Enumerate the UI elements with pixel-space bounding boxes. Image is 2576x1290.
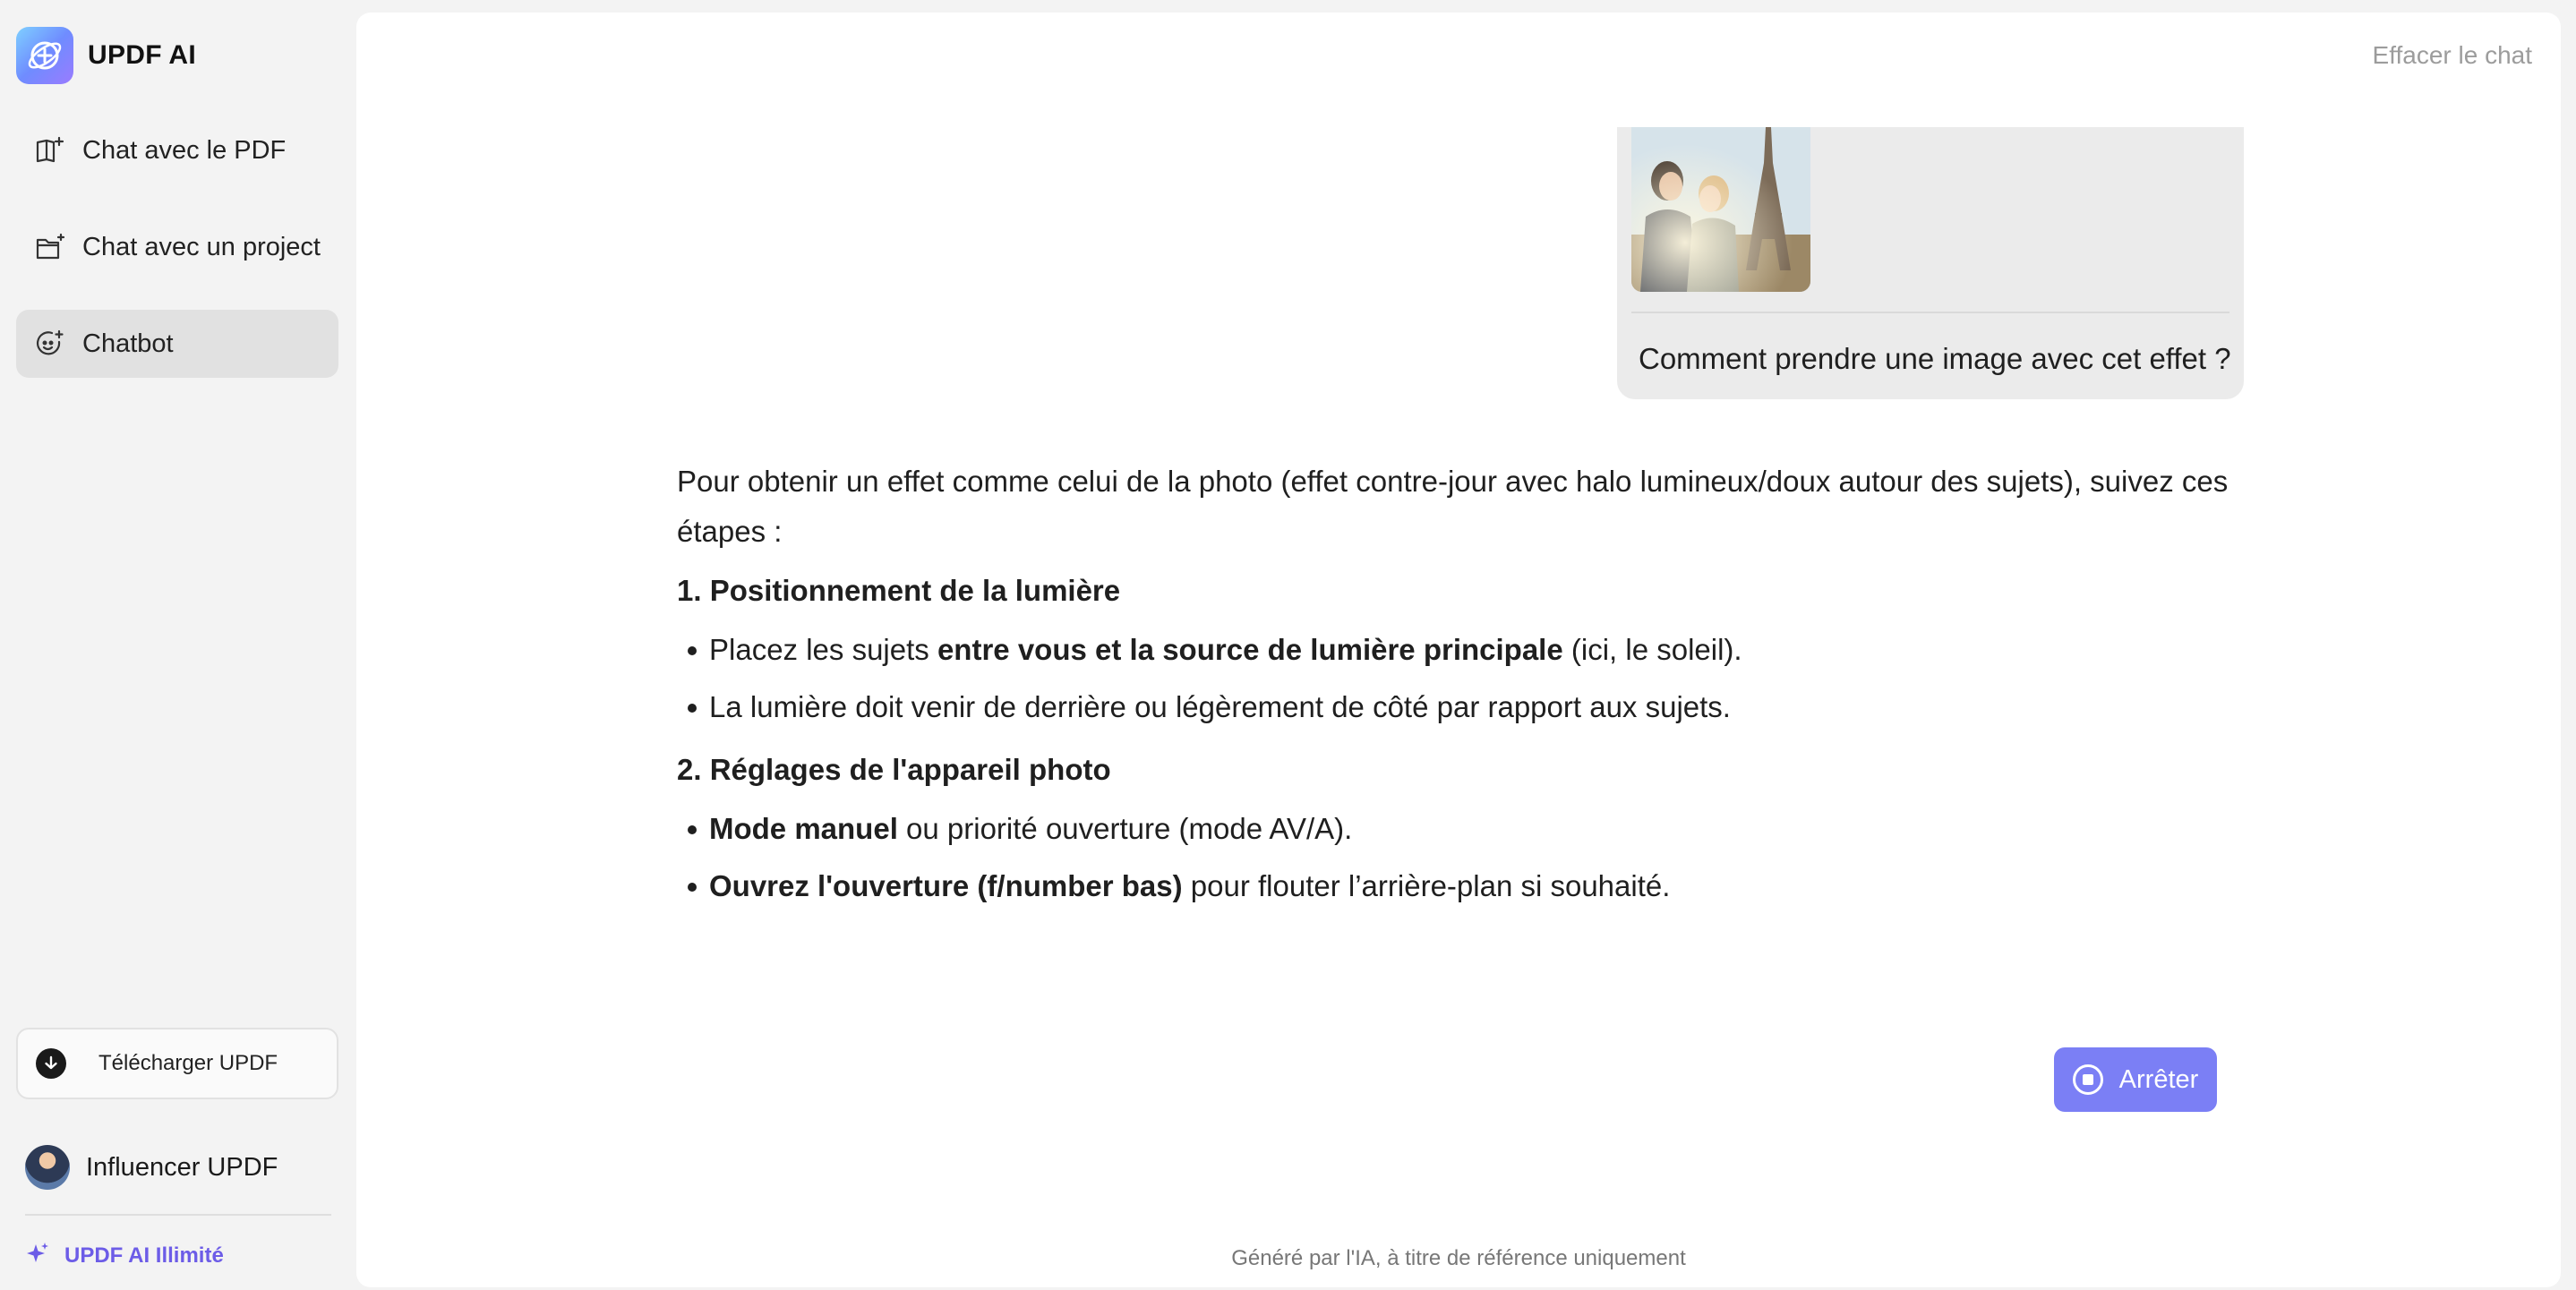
text-span: Placez les sujets: [709, 633, 937, 666]
sidebar-item-chat-project[interactable]: [16, 213, 338, 281]
divider: [25, 1214, 331, 1216]
text-span: La lumière doit venir de derrière ou légèrement de côté par rapport aux sujets.: [709, 690, 1731, 723]
bold-text: Mode manuel: [709, 812, 898, 845]
download-label: Télécharger UPDF: [98, 1051, 278, 1075]
updf-logo-icon: [16, 27, 73, 84]
user-profile[interactable]: [25, 1144, 278, 1191]
divider: [1631, 312, 2229, 313]
list-item: [677, 621, 2253, 679]
sidebar-item-label: Chatbot: [82, 329, 174, 358]
attached-photo[interactable]: [1631, 127, 1810, 292]
brand[interactable]: [16, 27, 196, 84]
chat-panel: [356, 13, 2561, 1287]
upgrade-label: UPDF AI Illimité: [64, 1243, 224, 1268]
assistant-answer: [677, 457, 2253, 915]
list-item: [677, 858, 2253, 915]
sidebar-item-label: Chat avec le PDF: [82, 135, 287, 165]
clear-chat-button[interactable]: Effacer le chat: [2372, 41, 2532, 69]
download-icon: [36, 1048, 66, 1079]
bold-text: entre vous et la source de lumière principale: [937, 633, 1563, 666]
list-item: [677, 679, 2253, 736]
stop-label: Arrêter: [2118, 1064, 2199, 1094]
upgrade-link[interactable]: [25, 1241, 224, 1271]
text-span: pour flouter l’arrière-plan si souhaité.: [1182, 869, 1671, 902]
bot-face-icon: [34, 328, 66, 360]
disclaimer: Généré par l'IA, à titre de référence uniquement: [1231, 1246, 1686, 1270]
avatar: [25, 1145, 70, 1190]
sparkle-icon: [25, 1241, 50, 1272]
app-name: UPDF AI: [88, 40, 196, 70]
sidebar: [0, 0, 356, 1290]
download-updf-button[interactable]: [16, 1028, 338, 1099]
book-sparkle-icon: [34, 134, 66, 167]
sidebar-item-chat-pdf[interactable]: [16, 116, 338, 184]
sidebar-item-label: Chat avec un project: [82, 232, 321, 261]
stop-icon: [2073, 1064, 2103, 1095]
bullet-list: [677, 621, 2253, 736]
bold-text: Ouvrez l'ouverture (f/number bas): [709, 869, 1183, 902]
sidebar-item-chatbot[interactable]: [16, 310, 338, 378]
user-message-text: Comment prendre une image avec cet effet ?: [1639, 342, 2231, 375]
section-heading: 2. Réglages de l'appareil photo: [677, 753, 1111, 786]
user-message-bubble: [1617, 127, 2244, 399]
user-name: Influencer UPDF: [86, 1152, 278, 1182]
text-span: (ici, le soleil).: [1562, 633, 1742, 666]
text-span: ou priorité ouverture (mode AV/A).: [897, 812, 1353, 845]
stop-generation-button[interactable]: [2054, 1047, 2217, 1112]
list-item: [677, 800, 2253, 858]
section-heading: 1. Positionnement de la lumière: [677, 574, 1121, 607]
folder-sparkle-icon: [34, 231, 66, 263]
answer-intro: Pour obtenir un effet comme celui de la photo (effet contre-jour avec halo lumineux/doux autour des sujets), suivez ces étapes :: [677, 465, 2229, 548]
bullet-list: [677, 800, 2253, 915]
